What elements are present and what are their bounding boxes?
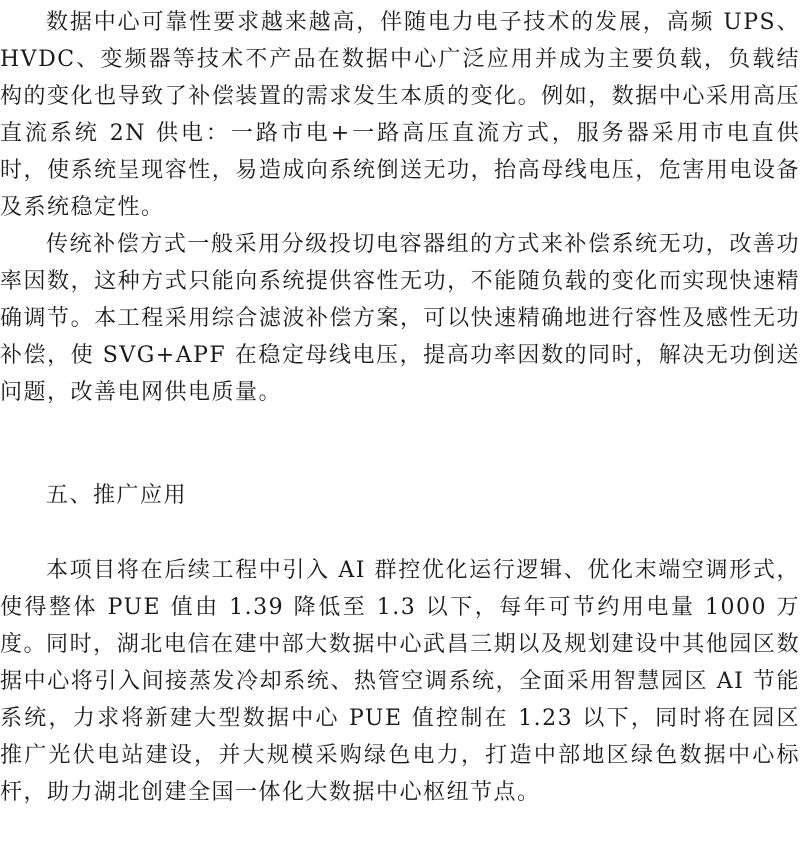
paragraph-hubei-telecom-plan: 同时，湖北电信在建中部大数据中心武昌三期以及规划建设中其他园区数据中心将引入间接蒸发冷却系统、热管空调系统，全面采用智慧园区 AI 节能系统，力求将新建大型数据中心 PUE 值控制在 1.23 以下，同时将在园区推广光伏电站建设，并大规模采购绿色电力，打造中部地区绿色数据中心标杆，助力湖北创建全国一体化大数据中心枢纽节点。: [0, 632, 800, 805]
paragraph-ai-pue-plan: 本项目将在后续工程中引入 AI 群控优化运行逻辑、优化末端空调形式，使得整体 PUE 值由 1.39 降低至 1.3 以下，每年可节约用电量 1000 万度。: [0, 558, 800, 657]
section-heading-promotion: 五、推广应用: [46, 483, 188, 508]
paragraph-traditional-compensation: 传统补偿方式一般采用分级投切电容器组的方式来补偿系统无功，改善功率因数，这种方式只能向系统提供容性无功，不能随负载的变化而实现快速精确调节。本工程采用综合滤波补偿方案，可以快速精确地进行容性及感性无功补偿，使 SVG+APF 在稳定母线电压，提高功率因数的同时，解决无功倒送问题，改善电网供电质量。: [0, 232, 800, 405]
paragraph-reliability-requirements: 数据中心可靠性要求越来越高，伴随电力电子技术的发展，高频 UPS、HVDC、变频器等技术不产品在数据中心广泛应用并成为主要负载，负载结构的变化也导致了补偿装置的需求发生本质的变化。例如，数据中心采用高压直流系统 2N 供电：一路市电+一路高压直流方式，服务器采用市电直供时，使系统呈现容性，易造成向系统倒送无功，抬高母线电压，危害用电设备及系统稳定性。: [0, 10, 800, 220]
